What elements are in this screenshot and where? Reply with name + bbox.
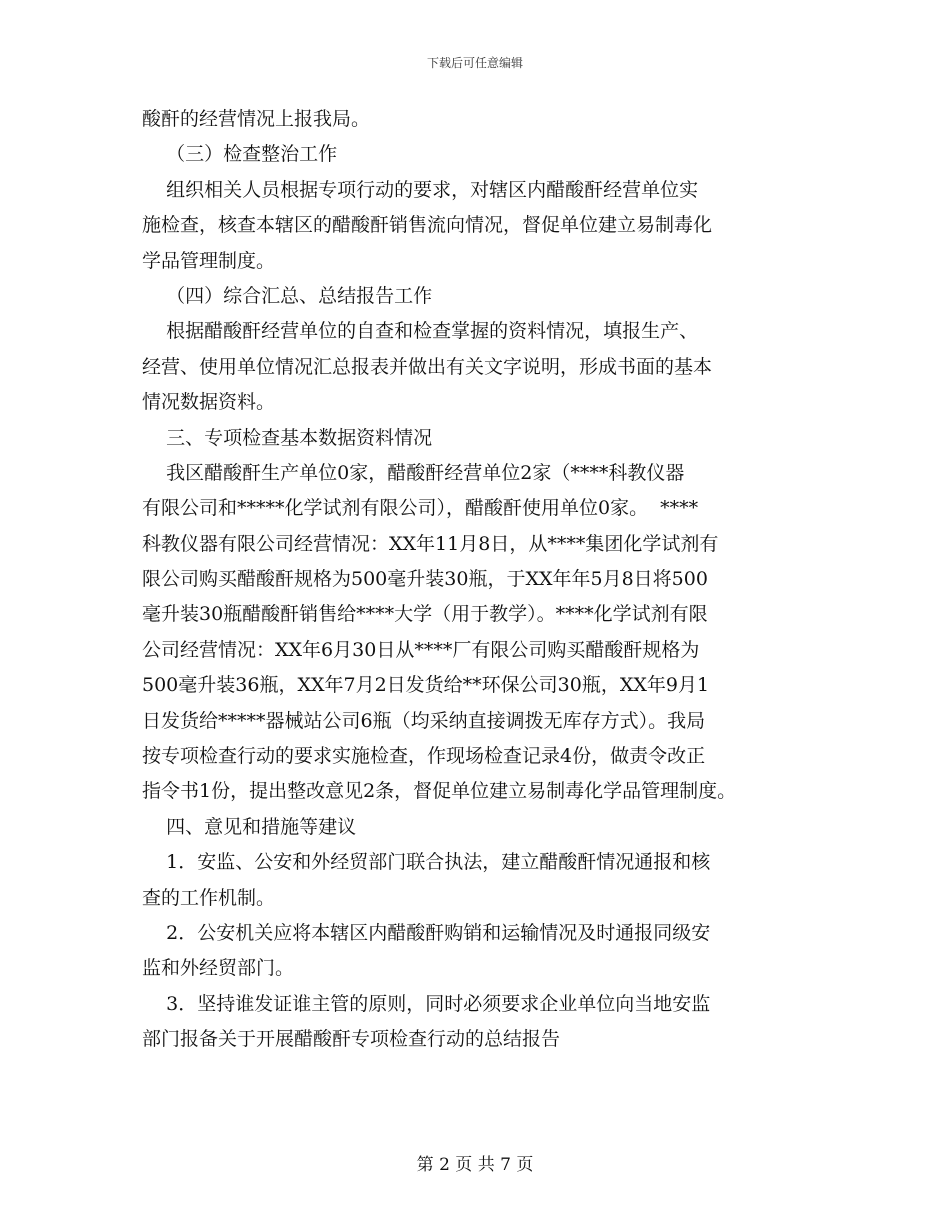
text-line: 监和外经贸部门。	[142, 957, 295, 980]
text-line: 500毫升装36瓶，XX年7月2日发货给**环保公司30瓶，XX年9月1	[142, 674, 710, 697]
text-line: 组织相关人员根据专项行动的要求，对辖区内醋酸酐经营单位实	[142, 178, 699, 201]
text-line: 我区醋酸酐生产单位0家，醋酸酐经营单位2家（****科教仪器	[142, 461, 685, 484]
text-line: 有限公司和*****化学试剂有限公司），醋酸酐使用单位0家。 ****	[142, 497, 699, 520]
text-line: 2．公安机关应将本辖区内醋酸酐购销和运输情况及时通报同级安	[142, 921, 711, 944]
section-heading: （四）综合汇总、总结报告工作	[142, 284, 433, 307]
section-heading: 三、专项检查基本数据资料情况	[142, 426, 433, 449]
text-line: 查的工作机制。	[142, 886, 276, 909]
text-line: 酸酐的经营情况上报我局。	[142, 108, 371, 130]
page-header: 下载后可任意编辑	[426, 56, 523, 70]
text-line: 公司经营情况：XX年6月30日从****厂有限公司购买醋酸酐规格为	[142, 638, 700, 661]
text-line: 限公司购买醋酸酐规格为500毫升装30瓶，于XX年年5月8日将500	[142, 568, 708, 591]
text-line: 学品管理制度。	[142, 249, 276, 272]
section-heading: 四、意见和措施等建议	[142, 815, 357, 838]
text-line: 情况数据资料。	[142, 391, 276, 414]
text-line: 施检查，核查本辖区的醋酸酐销售流向情况，督促单位建立易制毒化	[142, 214, 713, 237]
text-line: 1．安监、公安和外经贸部门联合执法，建立醋酸酐情况通报和核	[142, 851, 711, 874]
section-heading: （三）检查整治工作	[142, 143, 338, 166]
text-line: 指令书1份，提出整改意见2条，督促单位建立易制毒化学品管理制度。	[142, 780, 737, 803]
page-footer: 第 2 页 共 7 页	[416, 1155, 534, 1175]
text-line: 3．坚持谁发证谁主管的原则，同时必须要求企业单位向当地安监	[142, 992, 711, 1015]
text-line: 经营、使用单位情况汇总报表并做出有关文字说明，形成书面的基本	[142, 355, 713, 378]
text-line: 部门报备关于开展醋酸酐专项检查行动的总结报告	[142, 1028, 561, 1051]
text-line: 根据醋酸酐经营单位的自查和检查掌握的资料情况，填报生产、	[142, 320, 699, 343]
text-line: 科教仪器有限公司经营情况：XX年11月8日，从****集团化学试剂有	[142, 532, 719, 555]
text-line: 日发货给*****器械站公司6瓶（均采纳直接调拨无库存方式）。我局	[142, 709, 706, 732]
text-line: 按专项检查行动的要求实施检查，作现场检查记录4份，做责令改正	[142, 745, 706, 768]
document-body	[142, 102, 832, 1058]
text-line: 毫升装30瓶醋酸酐销售给****大学（用于教学）。****化学试剂有限	[142, 603, 708, 626]
